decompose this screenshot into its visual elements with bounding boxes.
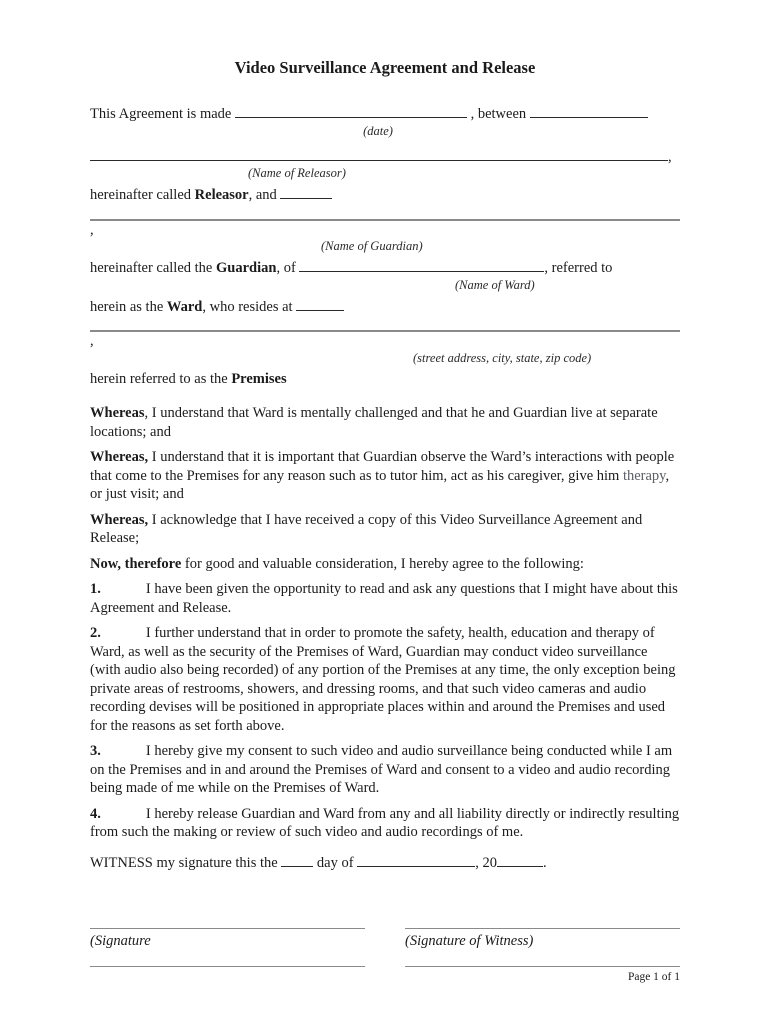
clause-paragraph	[90, 742, 680, 798]
guardian-of-text: , of	[276, 260, 300, 276]
recital-paragraph: Whereas, I understand that it is important that Guardian observe the Ward’s interactions with people that come to the Premises for any reason such as to tutor him, act as his caregiver, give him therapy, or just visit; and	[90, 449, 675, 502]
signature-block	[90, 928, 680, 984]
releasor-caption: (Name of Releasor)	[248, 166, 346, 180]
ward-term: Ward	[166, 298, 203, 315]
clause-paragraph	[90, 805, 680, 842]
signature-column-left	[90, 928, 365, 984]
recital-lead: Now, therefore	[90, 555, 182, 572]
clause-text: I hereby give my consent to such video and audio surveillance being conducted while I am on the Premises and in and around the Premises of Ward and consent to a video and audio recording being made of me while on the Premises of Ward.	[90, 743, 673, 796]
releasor-name-blank[interactable]	[90, 147, 668, 161]
page-number: Page 1 of 1	[627, 971, 680, 983]
clauses-section	[90, 580, 680, 842]
witness-line	[90, 853, 680, 873]
guardian-term: Guardian	[216, 260, 277, 276]
now-therefore-paragraph: Now, therefore for good and valuable consideration, I hereby agree to the following:	[90, 555, 584, 572]
ward-resides-line	[90, 297, 680, 317]
releasor-term: Releasor	[194, 187, 249, 203]
guardian-called-text: hereinafter called the	[90, 260, 216, 276]
guardian-referred-text: , referred to	[544, 260, 613, 276]
recital-lead: Whereas,	[90, 449, 149, 465]
releasor-and-blank[interactable]	[280, 185, 332, 199]
clause-text: I have been given the opportunity to read and ask any questions that I might have about this Agreement and Release.	[90, 581, 678, 616]
releasor-and-text: , and	[248, 187, 281, 203]
signature-column-right	[405, 928, 680, 984]
signature-line[interactable]	[90, 928, 365, 929]
comma-line-2: ,	[90, 333, 94, 349]
releasor-called-text: hereinafter called	[90, 187, 195, 203]
year-blank[interactable]	[497, 853, 543, 867]
ward-name-blank[interactable]	[299, 258, 544, 272]
recitals-section	[90, 404, 680, 573]
date-blank[interactable]	[235, 104, 467, 118]
ward-caption: (Name of Ward)	[455, 277, 535, 292]
recital-lead: Whereas	[90, 405, 145, 421]
ward-resides-text: herein as the	[90, 298, 167, 315]
releasor-called-line	[90, 185, 680, 205]
recital-lead: Whereas,	[90, 511, 149, 528]
guardian-caption: (Name of Guardian)	[321, 239, 423, 253]
guardian-called-line	[90, 258, 680, 278]
recital-paragraph: Whereas, I acknowledge that I have received a copy of this Video Surveillance Agreement and Release;	[90, 511, 643, 546]
witness-signature-line[interactable]	[405, 928, 680, 929]
witness-signature-line-2[interactable]	[405, 966, 680, 967]
day-of-text: day of	[313, 854, 358, 871]
party-blank[interactable]	[530, 104, 648, 118]
witness-signature-caption: (Signature of Witness)	[405, 933, 534, 949]
clause-number: 1.	[90, 581, 101, 597]
clause-text: I further understand that in order to promote the safety, health, education and therapy of Ward, as well as the security of the Premises of Ward, Guardian may conduct video surveillance (with audio also being recorded) of any portion of the Premises at any time, the only exception being private areas of restrooms, showers, and dressing rooms, and that such video cameras and audio recording devises will be positioned in appropriate places within and around the Premises and used for the reasons as set forth above.	[90, 625, 676, 734]
trailing-comma: ,	[668, 148, 672, 165]
clause-number: 3.	[90, 743, 101, 759]
period-text: .	[542, 854, 547, 871]
clause-paragraph	[90, 624, 680, 735]
day-blank[interactable]	[281, 853, 313, 867]
month-blank[interactable]	[357, 853, 475, 867]
premises-term: Premises	[231, 370, 287, 387]
witness-text: WITNESS my signature this the	[90, 854, 282, 871]
clause-number: 4.	[90, 805, 101, 822]
agreement-made-line	[90, 104, 680, 124]
clause-text: I hereby release Guardian and Ward from any and all liability directly or indirectly resulting from such the making or review of such video and audio recordings of me.	[90, 805, 680, 840]
signature-caption: (Signature	[90, 933, 151, 949]
resides-at-text: , who resides at	[202, 298, 297, 315]
signature-line-2[interactable]	[90, 966, 365, 967]
resides-blank[interactable]	[296, 297, 344, 311]
document-title: Video Surveillance Agreement and Release	[234, 58, 536, 77]
clause-paragraph	[90, 580, 680, 617]
releasor-name-line	[90, 147, 680, 167]
clause-number: 2.	[90, 625, 101, 641]
premises-text: herein referred to as the	[90, 370, 232, 387]
comma-line-1: ,	[90, 221, 94, 238]
premises-line	[90, 370, 680, 389]
date-caption: (date)	[363, 123, 393, 138]
address-caption: (street address, city, state, zip code)	[413, 350, 592, 365]
year-prefix-text: , 20	[475, 854, 497, 871]
between-text: , between	[466, 106, 530, 122]
agreement-made-text: This Agreement is made	[90, 106, 235, 122]
inserted-word: therapy	[622, 467, 666, 484]
recital-paragraph: Whereas, I understand that Ward is mentally challenged and that he and Guardian live at separate locations; and	[90, 405, 658, 440]
